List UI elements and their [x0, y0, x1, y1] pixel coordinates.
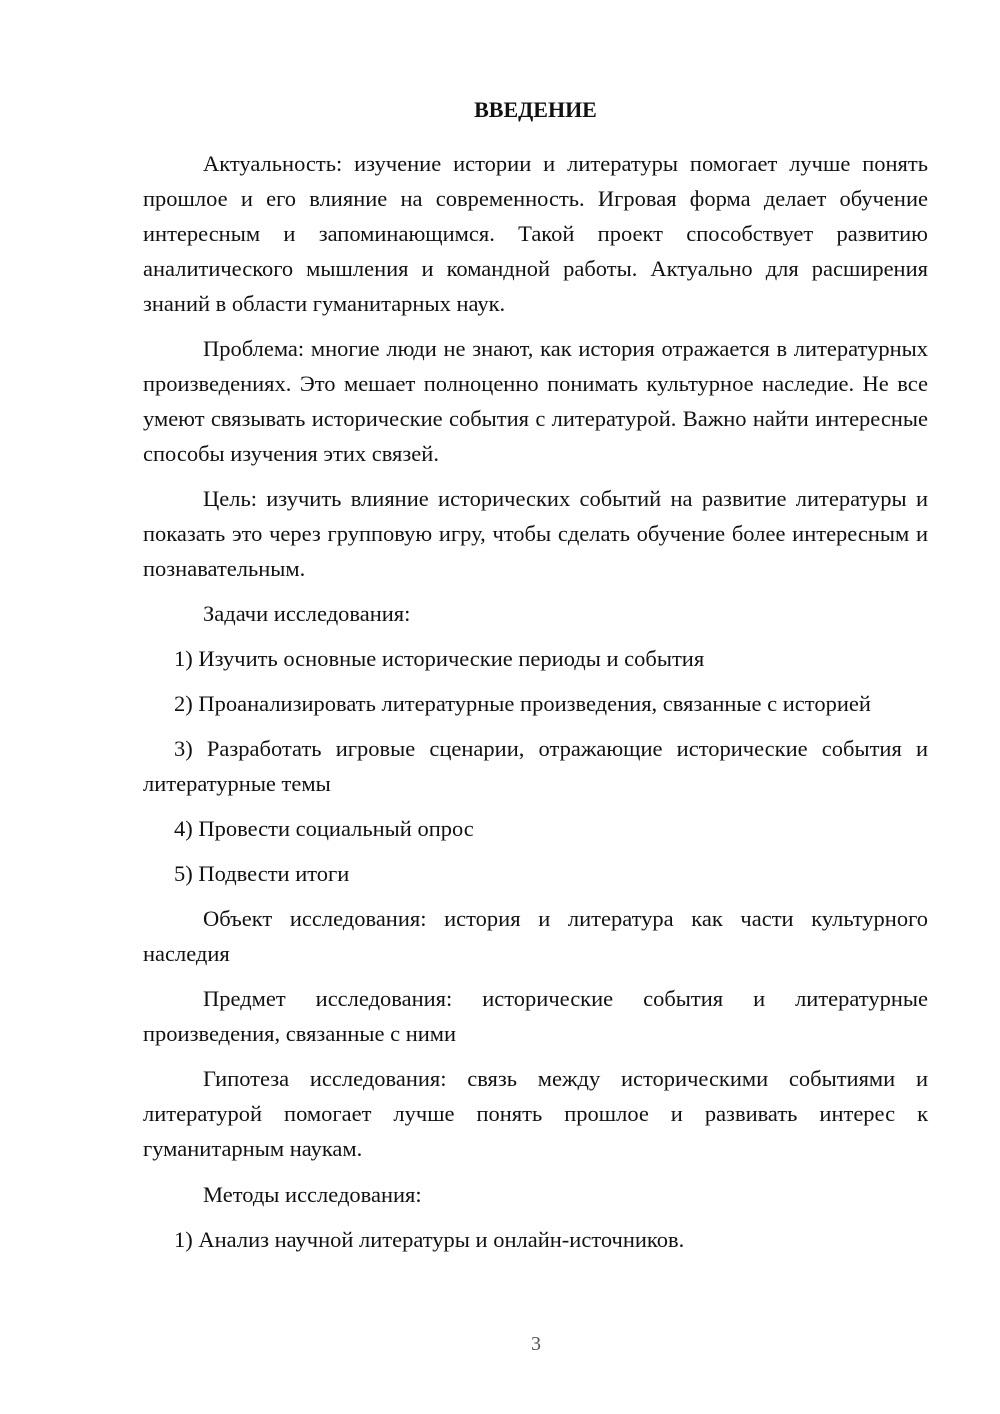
page-title: ВВЕДЕНИЕ — [474, 97, 597, 122]
methods-heading: Методы исследования: — [203, 1182, 422, 1207]
method-item-1: 1) Анализ научной литературы и онлайн-источников. — [174, 1227, 685, 1252]
task-item-2: 2) Проанализировать литературные произведения, связанные с историей — [174, 691, 871, 716]
task-item-5: 5) Подвести итоги — [174, 861, 350, 886]
task-item-1: 1) Изучить основные исторические периоды и события — [174, 646, 705, 671]
paragraph-subject: Предмет исследования: исторические события и литературные произведения, связанные с ними — [143, 986, 928, 1046]
paragraph-hypothesis: Гипотеза исследования: связь между историческими событиями и литературой помогает лучше понять прошлое и развивать интерес к гуманитарным наукам. — [143, 1066, 928, 1161]
tasks-heading: Задачи исследования: — [203, 601, 411, 626]
paragraph-relevance: Актуальность: изучение истории и литературы помогает лучше понять прошлое и его влияние на современность. Игровая форма делает обучение интересным и запоминающимся. Такой проект способствует развитию аналитического мышления и командной работы. Актуально для расширения знаний в области гуманитарных наук. — [143, 151, 928, 316]
task-item-4: 4) Провести социальный опрос — [174, 816, 474, 841]
document-body — [143, 96, 928, 1257]
paragraph-problem: Проблема: многие люди не знают, как история отражается в литературных произведениях. Это мешает полноценно понимать культурное наследие. Не все умеют связывать исторические события с литературой. Важно найти интересные способы изучения этих связей. — [143, 336, 928, 466]
page-number: 3 — [531, 1333, 541, 1355]
paragraph-goal: Цель: изучить влияние исторических событий на развитие литературы и показать это через групповую игру, чтобы сделать обучение более интересным и познавательным. — [143, 486, 928, 581]
task-item-3: 3) Разработать игровые сценарии, отражающие исторические события и литературные темы — [143, 736, 928, 796]
paragraph-object: Объект исследования: история и литература как части культурного наследия — [143, 906, 928, 966]
